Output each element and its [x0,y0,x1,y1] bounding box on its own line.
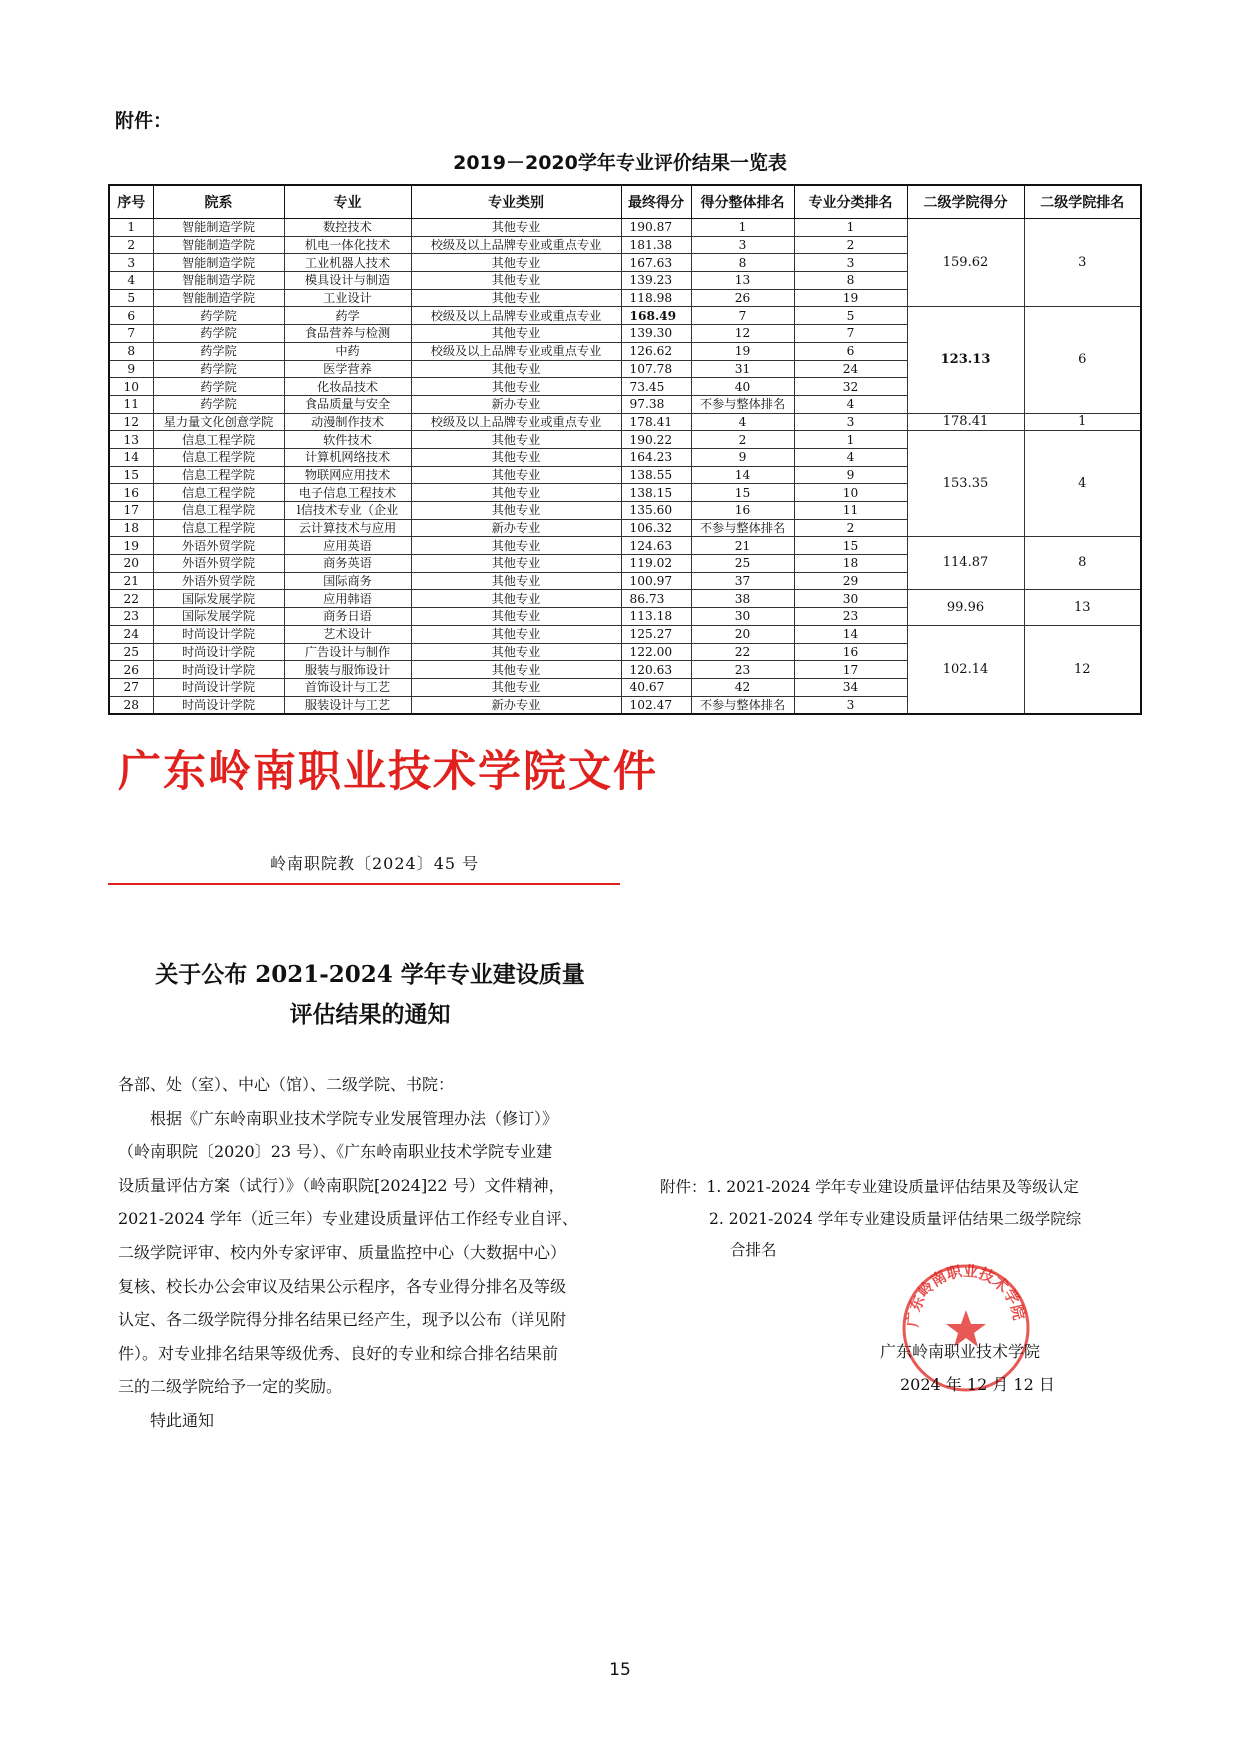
overall-rank-cell: 38 [691,590,794,608]
category-rank-cell: 15 [794,537,907,555]
college-rank-cell: 1 [1024,413,1141,431]
college-cell: 药学院 [153,395,284,413]
overall-rank-cell: 1 [691,219,794,237]
major-cell: 国际商务 [284,572,411,590]
row-number: 4 [109,272,153,290]
category-rank-cell: 1 [794,219,907,237]
major-cell: 食品质量与安全 [284,395,411,413]
row-number: 23 [109,608,153,626]
notice-body [118,1068,628,1438]
major-cell: 应用英语 [284,537,411,555]
final-score-cell: 164.23 [621,448,691,466]
row-number: 3 [109,254,153,272]
major-cell: 服装设计与工艺 [284,696,411,714]
final-score-cell: 86.73 [621,590,691,608]
row-number: 7 [109,325,153,343]
row-number: 5 [109,289,153,307]
row-number: 19 [109,537,153,555]
final-score-cell: 106.32 [621,519,691,537]
category-cell: 其他专业 [411,254,621,272]
category-rank-cell: 32 [794,378,907,396]
row-number: 9 [109,360,153,378]
major-cell: 食品营养与检测 [284,325,411,343]
overall-rank-cell: 7 [691,307,794,325]
row-number: 15 [109,466,153,484]
final-score-cell: 167.63 [621,254,691,272]
row-number: 13 [109,431,153,449]
overall-rank-cell: 不参与整体排名 [691,395,794,413]
major-cell: 首饰设计与工艺 [284,678,411,696]
college-cell: 智能制造学院 [153,289,284,307]
college-cell: 国际发展学院 [153,590,284,608]
category-cell: 校级及以上品牌专业或重点专业 [411,307,621,325]
final-score-cell: 73.45 [621,378,691,396]
header-cell: 序号 [109,185,153,219]
major-cell: 艺术设计 [284,625,411,643]
row-number: 12 [109,413,153,431]
category-cell: 其他专业 [411,448,621,466]
attachment-item-2: 2. 2021-2024 学年专业建设质量评估结果二级学院综 [709,1209,1082,1228]
row-number: 28 [109,696,153,714]
header-cell: 最终得分 [621,185,691,219]
body-line: 根据《广东岭南职业技术学院专业发展管理办法（修订）》 [150,1108,559,1128]
category-rank-cell: 17 [794,661,907,679]
category-cell: 新办专业 [411,395,621,413]
category-cell: 新办专业 [411,696,621,714]
college-cell: 信息工程学院 [153,448,284,466]
closing: 特此通知 [150,1410,215,1430]
major-cell: 动漫制作技术 [284,413,411,431]
body-line: （岭南职院〔2020〕23 号）、《广东岭南职业技术学院专业建 [118,1142,553,1162]
major-cell: 商务日语 [284,608,411,626]
category-cell: 其他专业 [411,325,621,343]
category-cell: 其他专业 [411,360,621,378]
college-rank-cell: 6 [1024,307,1141,413]
overall-rank-cell: 21 [691,537,794,555]
header-cell: 专业分类排名 [794,185,907,219]
college-cell: 信息工程学院 [153,484,284,502]
category-cell: 其他专业 [411,572,621,590]
category-cell: 其他专业 [411,537,621,555]
category-cell: 其他专业 [411,625,621,643]
seal-text: 广东岭南职业技术学院 [903,1262,1029,1328]
overall-rank-cell: 2 [691,431,794,449]
category-cell: 其他专业 [411,643,621,661]
category-cell: 其他专业 [411,590,621,608]
category-rank-cell: 10 [794,484,907,502]
final-score-cell: 178.41 [621,413,691,431]
category-cell: 其他专业 [411,431,621,449]
overall-rank-cell: 30 [691,608,794,626]
category-cell: 其他专业 [411,555,621,573]
final-score-cell: 40.67 [621,678,691,696]
major-cell: 工业设计 [284,289,411,307]
overall-rank-cell: 42 [691,678,794,696]
category-cell: 其他专业 [411,219,621,237]
college-score-cell: 114.87 [907,537,1024,590]
major-cell: 软件技术 [284,431,411,449]
major-cell: 电子信息工程技术 [284,484,411,502]
table-title: 2019－2020学年专业评价结果一览表 [453,152,787,174]
college-rank-cell: 12 [1024,625,1141,714]
table-row [109,625,1141,643]
overall-rank-cell: 4 [691,413,794,431]
major-cell: 模具设计与制造 [284,272,411,290]
college-score-cell: 178.41 [907,413,1024,431]
table-row [109,537,1141,555]
college-cell: 外语外贸学院 [153,555,284,573]
final-score-cell: 120.63 [621,661,691,679]
category-cell: 其他专业 [411,466,621,484]
major-cell: 广告设计与制作 [284,643,411,661]
category-rank-cell: 2 [794,236,907,254]
row-number: 25 [109,643,153,661]
overall-rank-cell: 13 [691,272,794,290]
major-cell: 化妆品技术 [284,378,411,396]
overall-rank-cell: 22 [691,643,794,661]
category-rank-cell: 4 [794,448,907,466]
overall-rank-cell: 12 [691,325,794,343]
major-cell: 医学营养 [284,360,411,378]
category-cell: 其他专业 [411,272,621,290]
table-row [109,413,1141,431]
overall-rank-cell: 不参与整体排名 [691,696,794,714]
overall-rank-cell: 31 [691,360,794,378]
category-rank-cell: 5 [794,307,907,325]
final-score-cell: 124.63 [621,537,691,555]
notice-title-line2: 评估结果的通知 [289,1001,451,1028]
header-cell: 专业类别 [411,185,621,219]
final-score-cell: 113.18 [621,608,691,626]
overall-rank-cell: 15 [691,484,794,502]
college-cell: 信息工程学院 [153,466,284,484]
major-cell: 工业机器人技术 [284,254,411,272]
category-cell: 其他专业 [411,502,621,520]
category-rank-cell: 34 [794,678,907,696]
header-cell: 专业 [284,185,411,219]
category-rank-cell: 14 [794,625,907,643]
body-line: 二级学院评审、校内外专家评审、质量监控中心（大数据中心） [118,1242,567,1262]
college-cell: 智能制造学院 [153,254,284,272]
header-cell: 二级学院排名 [1024,185,1141,219]
attachment-item-2-cont: 合排名 [730,1241,777,1259]
overall-rank-cell: 8 [691,254,794,272]
category-rank-cell: 6 [794,342,907,360]
college-score-cell: 102.14 [907,625,1024,714]
major-cell: 服装与服饰设计 [284,661,411,679]
category-rank-cell: 16 [794,643,907,661]
row-number: 17 [109,502,153,520]
category-cell: 校级及以上品牌专业或重点专业 [411,413,621,431]
overall-rank-cell: 16 [691,502,794,520]
final-score-cell: 100.97 [621,572,691,590]
final-score-cell: 168.49 [621,307,691,325]
category-rank-cell: 3 [794,254,907,272]
category-cell: 校级及以上品牌专业或重点专业 [411,236,621,254]
overall-rank-cell: 9 [691,448,794,466]
final-score-cell: 122.00 [621,643,691,661]
overall-rank-cell: 不参与整体排名 [691,519,794,537]
category-rank-cell: 18 [794,555,907,573]
final-score-cell: 138.55 [621,466,691,484]
college-cell: 外语外贸学院 [153,537,284,555]
college-cell: 药学院 [153,378,284,396]
overall-rank-cell: 26 [691,289,794,307]
salutation: 各部、处（室）、中心（馆）、二级学院、书院： [118,1075,455,1094]
category-cell: 其他专业 [411,661,621,679]
row-number: 16 [109,484,153,502]
overall-rank-cell: 40 [691,378,794,396]
row-number: 10 [109,378,153,396]
college-cell: 时尚设计学院 [153,696,284,714]
attachments-list [660,1172,1130,1267]
category-cell: 其他专业 [411,484,621,502]
body-line: 复核、校长办公会审议及结果公示程序，各专业得分排名及等级 [118,1276,567,1296]
major-cell: l信技术专业（企业 [284,502,411,520]
table-header-row [109,185,1141,219]
major-cell: 云计算技术与应用 [284,519,411,537]
row-number: 27 [109,678,153,696]
college-cell: 信息工程学院 [153,519,284,537]
final-score-cell: 97.38 [621,395,691,413]
category-cell: 新办专业 [411,519,621,537]
overall-rank-cell: 37 [691,572,794,590]
table-row [109,219,1141,237]
notice-title [120,955,620,1035]
final-score-cell: 125.27 [621,625,691,643]
major-cell: 数控技术 [284,219,411,237]
row-number: 6 [109,307,153,325]
college-rank-cell: 3 [1024,219,1141,307]
college-cell: 时尚设计学院 [153,625,284,643]
row-number: 1 [109,219,153,237]
category-cell: 其他专业 [411,289,621,307]
major-cell: 商务英语 [284,555,411,573]
row-number: 2 [109,236,153,254]
college-cell: 时尚设计学院 [153,661,284,679]
college-cell: 智能制造学院 [153,219,284,237]
final-score-cell: 138.15 [621,484,691,502]
row-number: 18 [109,519,153,537]
red-divider [108,883,620,885]
category-rank-cell: 19 [794,289,907,307]
row-number: 21 [109,572,153,590]
category-rank-cell: 1 [794,431,907,449]
college-score-cell: 153.35 [907,431,1024,537]
college-cell: 国际发展学院 [153,608,284,626]
signature-org: 广东岭南职业技术学院 [880,1342,1041,1361]
final-score-cell: 139.23 [621,272,691,290]
category-cell: 校级及以上品牌专业或重点专业 [411,342,621,360]
final-score-cell: 119.02 [621,555,691,573]
overall-rank-cell: 3 [691,236,794,254]
college-cell: 信息工程学院 [153,502,284,520]
row-number: 11 [109,395,153,413]
table-row [109,307,1141,325]
final-score-cell: 181.38 [621,236,691,254]
college-cell: 时尚设计学院 [153,678,284,696]
header-cell: 院系 [153,185,284,219]
header-cell: 得分整体排名 [691,185,794,219]
final-score-cell: 107.78 [621,360,691,378]
row-number: 24 [109,625,153,643]
category-rank-cell: 3 [794,413,907,431]
row-number: 22 [109,590,153,608]
overall-rank-cell: 23 [691,661,794,679]
category-rank-cell: 7 [794,325,907,343]
page-number: 15 [609,1660,631,1680]
row-number: 20 [109,555,153,573]
final-score-cell: 135.60 [621,502,691,520]
header-cell: 二级学院得分 [907,185,1024,219]
final-score-cell: 190.87 [621,219,691,237]
overall-rank-cell: 20 [691,625,794,643]
college-rank-cell: 8 [1024,537,1141,590]
college-cell: 智能制造学院 [153,272,284,290]
college-cell: 药学院 [153,307,284,325]
body-line: 2021-2024 学年（近三年）专业建设质量评估工作经专业自评、 [118,1209,578,1229]
category-rank-cell: 8 [794,272,907,290]
college-cell: 药学院 [153,360,284,378]
signature-date: 2024 年 12 月 12 日 [900,1375,1055,1394]
row-number: 8 [109,342,153,360]
college-cell: 星力量文化创意学院 [153,413,284,431]
results-table [108,184,1142,715]
overall-rank-cell: 25 [691,555,794,573]
body-line: 设质量评估方案（试行）》（岭南职院[2024]22 号）文件精神， [118,1175,565,1195]
overall-rank-cell: 19 [691,342,794,360]
category-cell: 其他专业 [411,608,621,626]
college-rank-cell: 13 [1024,590,1141,625]
table-row [109,590,1141,608]
category-rank-cell: 23 [794,608,907,626]
major-cell: 计算机网络技术 [284,448,411,466]
college-rank-cell: 4 [1024,431,1141,537]
major-cell: 中药 [284,342,411,360]
college-cell: 智能制造学院 [153,236,284,254]
college-cell: 信息工程学院 [153,431,284,449]
document-header: 广东岭南职业技术学院文件 [118,747,658,797]
college-cell: 药学院 [153,325,284,343]
category-rank-cell: 3 [794,696,907,714]
final-score-cell: 126.62 [621,342,691,360]
body-line: 件）。对专业排名结果等级优秀、良好的专业和综合排名结果前 [118,1343,559,1363]
document-number: 岭南职院教〔2024〕45 号 [270,854,480,873]
signature-block [880,1335,1055,1401]
final-score-cell: 102.47 [621,696,691,714]
attachment-label: 附件： [115,110,173,132]
major-cell: 物联网应用技术 [284,466,411,484]
final-score-cell: 118.98 [621,289,691,307]
major-cell: 应用韩语 [284,590,411,608]
major-cell: 机电一体化技术 [284,236,411,254]
category-rank-cell: 29 [794,572,907,590]
category-cell: 其他专业 [411,678,621,696]
college-cell: 外语外贸学院 [153,572,284,590]
major-cell: 药学 [284,307,411,325]
row-number: 14 [109,448,153,466]
category-rank-cell: 11 [794,502,907,520]
row-number: 26 [109,661,153,679]
final-score-cell: 139.30 [621,325,691,343]
overall-rank-cell: 14 [691,466,794,484]
college-score-cell: 99.96 [907,590,1024,625]
body-line: 三的二级学院给予一定的奖励。 [118,1377,343,1397]
category-rank-cell: 9 [794,466,907,484]
notice-title-line1: 关于公布 2021-2024 学年专业建设质量 [155,961,585,988]
college-cell: 药学院 [153,342,284,360]
category-rank-cell: 24 [794,360,907,378]
category-rank-cell: 2 [794,519,907,537]
college-score-cell: 159.62 [907,219,1024,307]
category-rank-cell: 30 [794,590,907,608]
category-cell: 其他专业 [411,378,621,396]
table-row [109,431,1141,449]
college-cell: 时尚设计学院 [153,643,284,661]
college-score-cell: 123.13 [907,307,1024,413]
attachment-item-1: 附件：1. 2021-2024 学年专业建设质量评估结果及等级认定 [660,1178,1079,1196]
final-score-cell: 190.22 [621,431,691,449]
body-line: 认定、各二级学院得分排名结果已经产生，现予以公布（详见附 [118,1310,567,1330]
category-rank-cell: 4 [794,395,907,413]
